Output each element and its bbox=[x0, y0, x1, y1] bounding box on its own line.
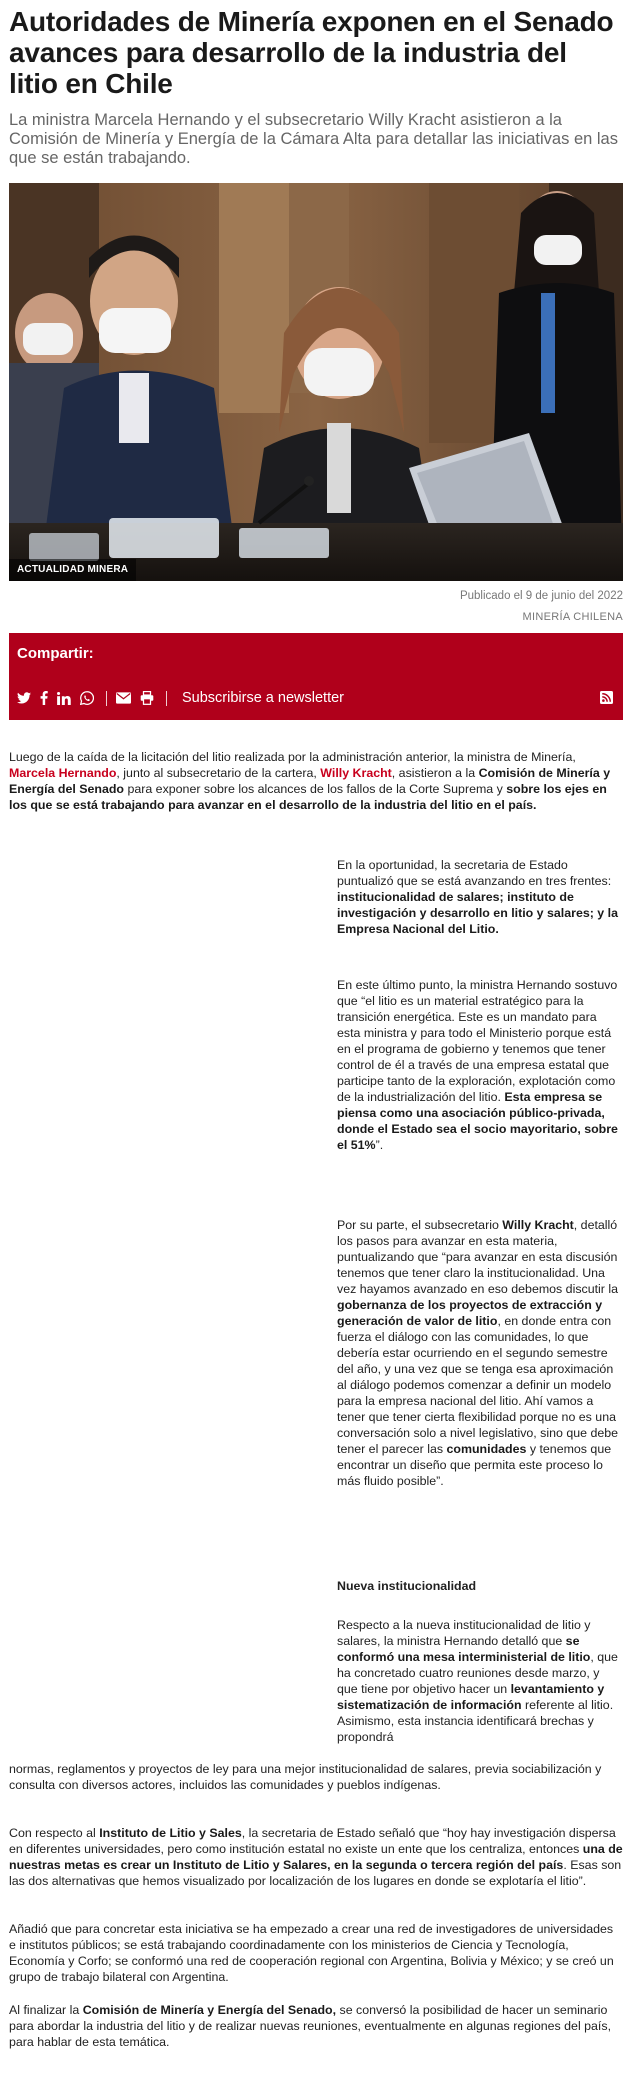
bold-text: sobre los ejes en los que se está trabajando para avanzar en el desarrollo de la industria del litio en el país. bbox=[9, 782, 607, 812]
paragraph-instituto bbox=[9, 1825, 623, 1889]
whatsapp-icon[interactable] bbox=[80, 691, 94, 705]
article-source[interactable]: MINERÍA CHILENA bbox=[522, 611, 623, 623]
article-title: Autoridades de Minería exponen en el Senado avances para desarrollo de la industria del litio en Chile bbox=[9, 6, 614, 99]
twitter-icon[interactable] bbox=[17, 692, 31, 704]
text: , detalló los pasos para avanzar en esta materia, puntualizando que “para avanzar en esta discusión tenemos que tener claro la institucionalidad. Una vez hayamos avanzado en eso debemos discutir la bbox=[337, 1218, 619, 1296]
paragraph-institucionalidad-cont: normas, reglamentos y proyectos de ley para una mejor institucionalidad de salares, previa sociabilización y consulta con diversos actores, incluidos las comunidades y pueblos indígenas. bbox=[9, 1762, 602, 1792]
text: y tenemos que encontrar un diseño que permita este proceso lo más fluido posible”. bbox=[337, 1442, 612, 1488]
paragraph-frentes bbox=[337, 857, 623, 937]
bold-text: una de nuestras metas es crear un Instituto de Litio y Salares, en la segunda o tercera región del país bbox=[9, 1842, 623, 1872]
text: En este último punto, la ministra Hernando sostuvo que “el litio es un material estratégico para la transición energética. Este es un mandato para esta ministra y para todo el Ministerio porque está en el programa de gobierno y tenemos que tener control de él a través de una empresa estatal que participe tanto de la exploración, explotación como de la industrialización del litio. bbox=[337, 978, 618, 1104]
text: ”. bbox=[375, 1138, 384, 1152]
section-heading: Nueva institucionalidad bbox=[337, 1579, 477, 1593]
article-subtitle: La ministra Marcela Hernando y el subsecretario Willy Kracht asistieron a la Comisión de Minería y Energía de la Cámara Alta para detallar las iniciativas en las que se están trabajando. bbox=[9, 111, 618, 167]
linkedin-icon[interactable] bbox=[57, 692, 71, 705]
bold-text: Esta empresa se piensa como una asociación público-privada, donde el Estado sea el socio mayoritario, sobre el 51% bbox=[337, 1090, 618, 1152]
text: En la oportunidad, la secretaria de Estado puntualizó que se está avanzando en tres frentes: bbox=[337, 858, 612, 888]
text: . Esas son las dos alternativas que hemos visualizado por localización de los lugares en donde se explotaría el litio”. bbox=[9, 1858, 622, 1888]
hero-image bbox=[9, 183, 623, 581]
text: Al finalizar la bbox=[9, 2003, 83, 2017]
paragraph-kracht bbox=[337, 1217, 623, 1489]
bold-text: Willy Kracht bbox=[502, 1218, 574, 1232]
hero-photo-illustration bbox=[9, 183, 623, 581]
bold-text: Comisión de Minería y Energía del Senado, bbox=[82, 2003, 337, 2017]
link-marcela-hernando[interactable]: Marcela Hernando bbox=[9, 766, 117, 780]
newsletter-link[interactable]: Subscribirse a newsletter bbox=[182, 690, 344, 706]
paragraph-institucionalidad bbox=[337, 1617, 623, 1745]
print-icon[interactable] bbox=[140, 691, 154, 705]
share-divider bbox=[166, 691, 167, 706]
text: Por su parte, el subsecretario bbox=[337, 1218, 503, 1232]
bold-text: institucionalidad de salares; instituto de investigación y desarrollo en litio y salares; y la Empresa Nacional del Litio. bbox=[337, 890, 618, 936]
bold-text: gobernanza de los proyectos de extracción y generación de valor de litio bbox=[337, 1298, 603, 1328]
bold-text: comunidades bbox=[446, 1442, 527, 1456]
rss-icon[interactable] bbox=[600, 691, 613, 709]
paragraph-empresa-nacional bbox=[337, 977, 623, 1153]
publish-date: Publicado el 9 de junio del 2022 bbox=[459, 590, 623, 602]
share-title: Compartir: bbox=[17, 645, 94, 662]
share-bar bbox=[9, 633, 623, 720]
text: referente al litio. Asimismo, esta instancia identificará brechas y propondrá bbox=[337, 1698, 614, 1744]
text: Con respecto al bbox=[9, 1826, 100, 1840]
text: Luego de la caída de la licitación del litio realizada por la administración anterior, la ministra de Minería, bbox=[9, 750, 576, 764]
text: , asistieron a la bbox=[391, 766, 479, 780]
text: , la secretaria de Estado señaló que “hoy hay investigación dispersa en diferentes universidades, pero como institución estatal no existe un ente que los centraliza, entonces bbox=[9, 1826, 616, 1856]
paragraph-cierre bbox=[9, 2002, 623, 2050]
bold-text: se conformó una mesa interministerial de litio bbox=[337, 1634, 591, 1664]
paragraph-red-investigadores: Añadió que para concretar esta iniciativa se ha empezado a crear una red de investigadores de universidades e institutos públicos; se está trabajando coordinadamente con los ministerios de Ciencia y Tecnología, Economía y Corfo; se conformó una red de cooperación regional con Argentina, Bolivia y México; y se creó un grupo de trabajo bilateral con Argentina. bbox=[9, 1922, 614, 1984]
text: , que ha concretado cuatro reuniones desde marzo, y que tiene por objetivo hacer un bbox=[337, 1650, 618, 1696]
intro-paragraph bbox=[9, 749, 623, 813]
text: para exponer sobre los alcances de los fallos de la Corte Suprema y bbox=[124, 782, 507, 796]
share-icons bbox=[17, 689, 344, 707]
bold-text: Instituto de Litio y Sales bbox=[99, 1826, 242, 1840]
email-icon[interactable] bbox=[116, 692, 131, 704]
text: , en donde entra con fuerza el diálogo con las comunidades, lo que debería estar ocurriendo en el segundo semestre del año, y una vez que se tenga esa aproximación al diálogo podemos comenzar a definir un modelo para la empresa nacional del litio. Ahí vamos a tener que tener cierta flexibilidad porque no es una conversación solo a nivel legislativo, sino que debe tener el parecer las bbox=[337, 1314, 619, 1456]
bold-text: levantamiento y sistematización de información bbox=[337, 1682, 605, 1712]
bold-text: Comisión de Minería y Energía del Senado bbox=[9, 766, 611, 796]
link-willy-kracht[interactable]: Willy Kracht bbox=[320, 766, 392, 780]
image-category-tag[interactable]: ACTUALIDAD MINERA bbox=[9, 559, 136, 581]
text: , junto al subsecretario de la cartera, bbox=[116, 766, 321, 780]
text: se conversó la posibilidad de hacer un seminario para abordar la industria del litio y de realizar nuevas reuniones, eventualmente en algunas regiones del país, para hablar de esta temática. bbox=[9, 2003, 612, 2049]
text: Respecto a la nueva institucionalidad de litio y salares, la ministra Hernando detalló que bbox=[337, 1618, 591, 1648]
facebook-icon[interactable] bbox=[40, 691, 48, 705]
share-divider bbox=[106, 691, 107, 706]
